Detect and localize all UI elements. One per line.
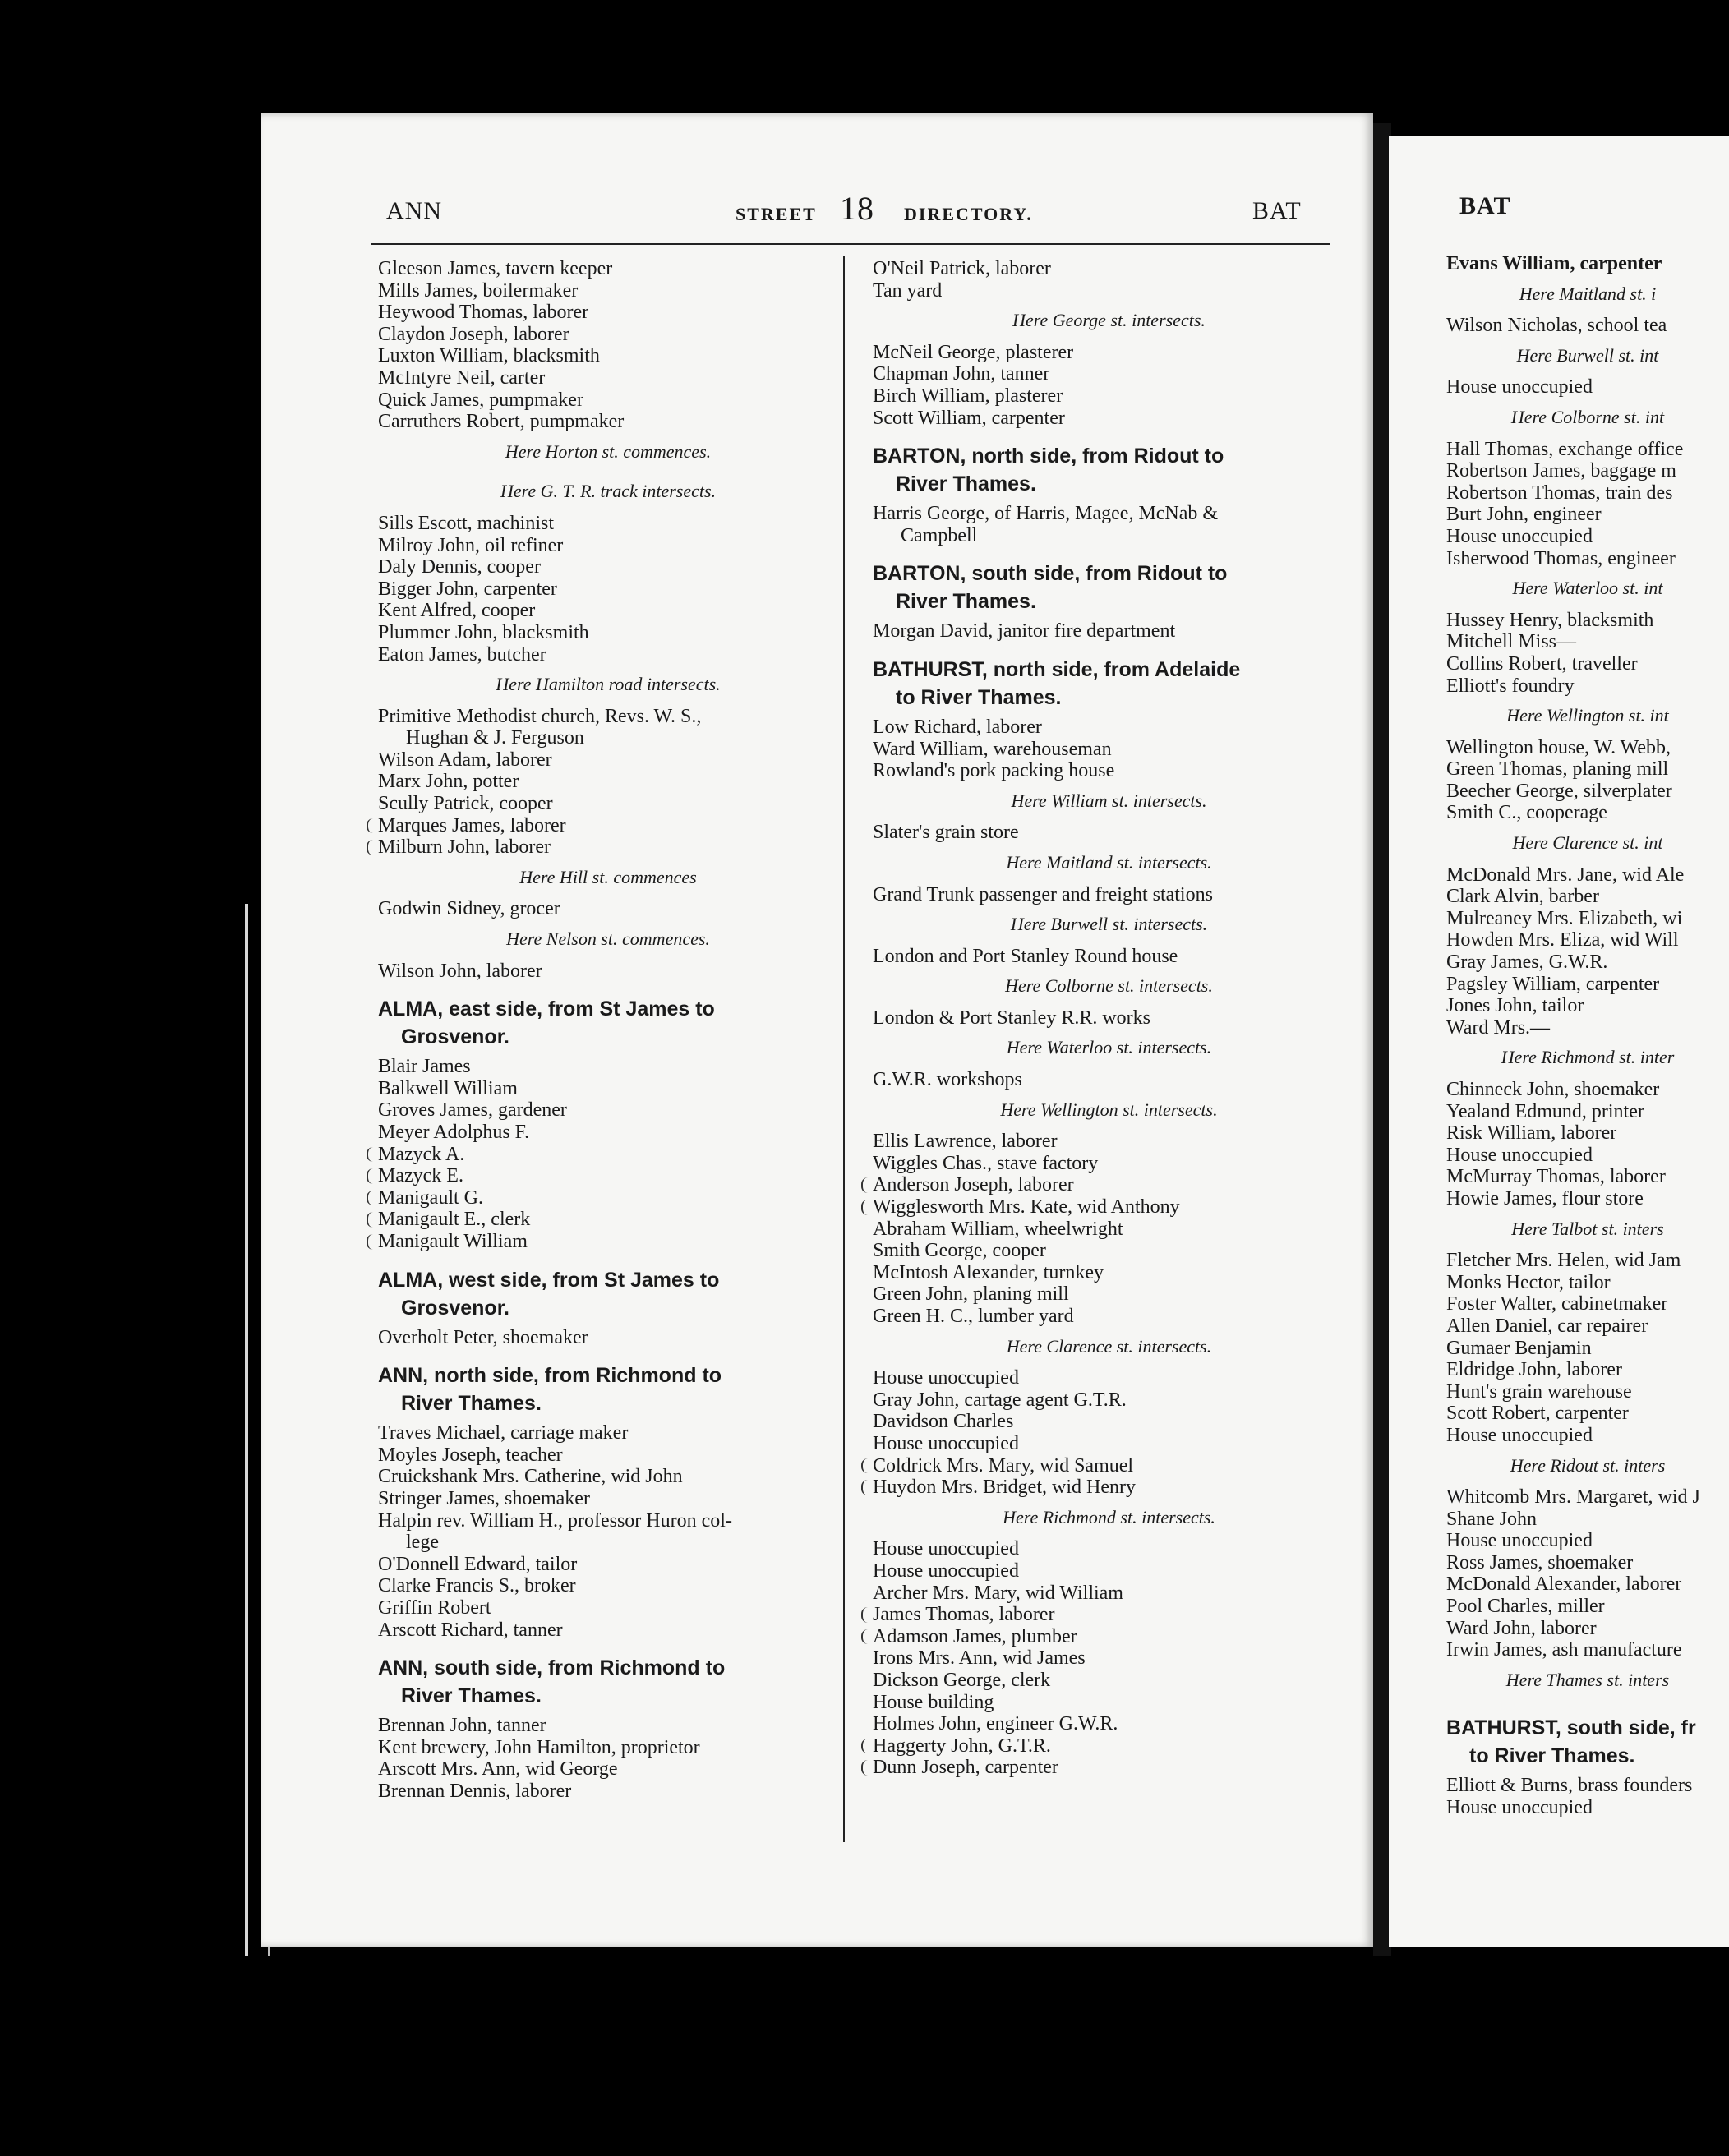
directory-entry: Green John, planing mill (873, 1283, 1069, 1306)
street-heading-continuation: Grosvenor. (401, 1025, 509, 1049)
directory-entry: Milroy John, oil refiner (378, 534, 564, 556)
directory-entry: Halpin rev. William H., professor Huron col- (378, 1509, 732, 1532)
directory-entry: McDonald Alexander, laborer (1446, 1573, 1682, 1596)
directory-entry: Hussey Henry, blacksmith (1446, 609, 1654, 631)
directory-entry: Abraham William, wheelwright (873, 1218, 1123, 1240)
directory-entry: Mazyck A. (378, 1144, 838, 1166)
directory-entry: Arscott Richard, tanner (378, 1619, 563, 1641)
directory-entry: Eaton James, butcher (378, 643, 546, 666)
directory-entry: Wilson Adam, laborer (378, 749, 552, 771)
directory-entry: Haggerty John, G.T.R. (873, 1735, 1345, 1758)
directory-entry: Risk William, laborer (1446, 1122, 1617, 1145)
directory-entry: Dickson George, clerk (873, 1669, 1051, 1691)
directory-entry-continuation: Hughan & J. Ferguson (406, 727, 584, 749)
directory-entry: Collins Robert, traveller (1446, 652, 1638, 675)
directory-entry: Clarke Francis S., broker (378, 1575, 576, 1597)
intersection-note: Here Waterloo st. int (1512, 578, 1663, 599)
directory-entry: Plummer John, blacksmith (378, 621, 589, 643)
directory-entry: Wiggles Chas., stave factory (873, 1152, 1099, 1174)
directory-entry: Gray John, cartage agent G.T.R. (873, 1389, 1127, 1411)
directory-entry: House unoccupied (873, 1432, 1019, 1454)
directory-entry: House unoccupied (1446, 1144, 1593, 1166)
street-heading-continuation: to River Thames. (1469, 1744, 1635, 1768)
directory-entry: Arscott Mrs. Ann, wid George (378, 1758, 618, 1781)
header-rule (371, 243, 1330, 245)
directory-entry: Green Thomas, planing mill (1446, 758, 1669, 781)
directory-entry: Wellington house, W. Webb, (1446, 736, 1671, 758)
directory-entry: Howden Mrs. Eliza, wid Will (1446, 929, 1679, 951)
intersection-note: Here Burwell st. intersects. (1010, 914, 1208, 935)
directory-entry: Evans William, carpenter (1446, 253, 1662, 274)
street-heading-continuation: River Thames. (401, 1392, 542, 1416)
directory-entry: House unoccupied (873, 1538, 1019, 1560)
directory-entry: Manigault G. (378, 1187, 838, 1209)
directory-entry: House building (873, 1691, 994, 1713)
directory-entry: G.W.R. workshops (873, 1069, 1022, 1091)
directory-entry: McNeil George, plasterer (873, 341, 1074, 363)
directory-entry: Wigglesworth Mrs. Kate, wid Anthony (873, 1196, 1345, 1219)
directory-entry: Monks Hector, tailor (1446, 1271, 1611, 1293)
directory-entry: Shane John (1446, 1508, 1537, 1530)
directory-entry: McDonald Mrs. Jane, wid Ale (1446, 864, 1685, 886)
directory-entry: Mitchell Miss— (1446, 631, 1577, 653)
street-heading (1446, 1701, 1729, 1775)
intersection-note: Here Clarence st. intersects. (1006, 1335, 1212, 1357)
directory-entry: Manigault William (378, 1231, 838, 1253)
directory-entry: House unoccupied (873, 1559, 1019, 1582)
street-heading (873, 546, 1345, 620)
directory-entry: Gray James, G.W.R. (1446, 951, 1729, 974)
directory-entry: Kent Alfred, cooper (378, 600, 536, 622)
running-head-street: STREET (735, 204, 817, 224)
directory-entry: Clark Alvin, barber (1446, 886, 1599, 908)
directory-entry: Primitive Methodist church, Revs. W. S., (378, 705, 702, 727)
directory-entry: London & Port Stanley R.R. works (873, 1007, 1151, 1029)
directory-entry: Brennan Dennis, laborer (378, 1780, 572, 1802)
street-heading-line: ANN, south side, from Richmond to (378, 1656, 726, 1680)
column-1 (378, 258, 838, 1802)
directory-entry: Overholt Peter, shoemaker (378, 1326, 588, 1348)
directory-entry: Archer Mrs. Mary, wid William (873, 1582, 1123, 1604)
street-heading-continuation: River Thames. (896, 590, 1036, 614)
directory-entry: Pagsley William, carpenter (1446, 974, 1729, 996)
directory-entry: Grand Trunk passenger and freight stations (873, 883, 1213, 905)
directory-entry: Huydon Mrs. Bridget, wid Henry (873, 1476, 1345, 1499)
directory-entry: Hall Thomas, exchange office (1446, 438, 1684, 460)
directory-entry: Meyer Adolphus F. (378, 1122, 530, 1143)
directory-entry: Wilson Nicholas, school tea (1446, 315, 1667, 337)
intersection-note: Here Clarence st. int (1512, 832, 1663, 854)
street-heading (378, 982, 838, 1056)
intersection-note: Here William st. intersects. (1011, 790, 1207, 811)
directory-entry: Burt John, engineer (1446, 504, 1602, 526)
directory-entry: Chinneck John, shoemaker (1446, 1079, 1660, 1100)
directory-entry: Slater's grain store (873, 822, 1019, 844)
directory-entry: Allen Daniel, car repairer (1446, 1315, 1648, 1337)
directory-entry: Gumaer Benjamin (1446, 1337, 1592, 1359)
directory-entry: Scott William, carpenter (873, 407, 1065, 429)
directory-entry: House unoccupied (1446, 525, 1593, 547)
intersection-note: Here Richmond st. inter (1501, 1047, 1675, 1068)
directory-entry: Green H. C., lumber yard (873, 1306, 1074, 1327)
intersection-note: Here Richmond st. intersects. (1003, 1506, 1215, 1527)
directory-entry: Kent brewery, John Hamilton, proprietor (378, 1736, 700, 1758)
directory-entry: McMurray Thomas, laborer (1446, 1166, 1666, 1188)
directory-entry: Ward Mrs.— (1446, 1016, 1551, 1039)
directory-entry: Claydon Joseph, laborer (378, 323, 569, 345)
directory-entry: House unoccupied (1446, 376, 1593, 398)
directory-entry: Blair James (378, 1056, 471, 1078)
directory-entry: Birch William, plasterer (873, 385, 1063, 407)
directory-entry: McIntyre Neil, carter (378, 366, 546, 389)
directory-entry: Balkwell William (378, 1077, 518, 1099)
intersection-note: Here George st. intersects. (1012, 310, 1206, 331)
directory-entry: Anderson Joseph, laborer (873, 1174, 1345, 1196)
directory-entry: Rowland's pork packing house (873, 760, 1115, 782)
directory-entry: Brennan John, tanner (378, 1715, 546, 1737)
street-heading (378, 1641, 838, 1715)
intersection-note: Here Hamilton road intersects. (496, 674, 721, 695)
directory-entry: Howie James, flour store (1446, 1187, 1644, 1209)
street-heading-continuation: River Thames. (896, 472, 1036, 496)
intersection-note: Here Maitland st. i (1519, 283, 1657, 304)
directory-entry: Groves James, gardener (378, 1099, 567, 1122)
column-2 (873, 258, 1345, 1779)
directory-entry: Bigger John, carpenter (378, 578, 557, 600)
directory-entry: Davidson Charles (873, 1411, 1014, 1433)
intersection-note: Here Wellington st. intersects. (1000, 1099, 1218, 1120)
directory-entry: James Thomas, laborer (873, 1604, 1345, 1626)
directory-entry: Low Richard, laborer (873, 716, 1042, 738)
directory-entry: Chapman John, tanner (873, 363, 1050, 385)
directory-entry: Stringer James, shoemaker (378, 1487, 590, 1509)
directory-entry: Scott Robert, carpenter (1446, 1403, 1629, 1425)
street-heading-continuation: River Thames. (401, 1684, 542, 1708)
directory-entry: Griffin Robert (378, 1596, 491, 1619)
directory-entry: Harris George, of Harris, Magee, McNab & (873, 503, 1219, 525)
intersection-note: Here Colborne st. intersects. (1005, 975, 1213, 997)
directory-entry: Daly Dennis, cooper (378, 556, 541, 578)
directory-entry: Foster Walter, cabinetmaker (1446, 1293, 1668, 1315)
directory-entry: Mills James, boilermaker (378, 279, 579, 302)
directory-entry: Irons Mrs. Ann, wid James (873, 1647, 1086, 1670)
directory-entry: House unoccupied (1446, 1424, 1593, 1446)
running-head-directory: DIRECTORY. (904, 204, 1033, 224)
street-heading (378, 1253, 838, 1327)
directory-entry: Ellis Lawrence, laborer (873, 1131, 1058, 1153)
street-heading-line: BARTON, south side, from Ridout to (873, 562, 1228, 586)
page-number: 18 (840, 190, 874, 227)
directory-entry: Traves Michael, carriage maker (378, 1422, 629, 1444)
directory-entry: Robertson Thomas, train des (1446, 481, 1673, 504)
directory-entry: Luxton William, blacksmith (378, 345, 600, 367)
directory-entry: London and Port Stanley Round house (873, 945, 1178, 967)
directory-entry: Cruickshank Mrs. Catherine, wid John (378, 1466, 683, 1488)
next-page-running-head: BAT (1459, 192, 1511, 219)
directory-entry: Scully Patrick, cooper (378, 793, 553, 815)
directory-entry: Marx John, potter (378, 771, 519, 793)
directory-entry: Gleeson James, tavern keeper (378, 258, 613, 279)
directory-entry: House unoccupied (873, 1367, 1019, 1389)
directory-entry: House unoccupied (1446, 1530, 1593, 1552)
street-heading-continuation: to River Thames. (896, 685, 1062, 709)
directory-entry: Morgan David, janitor fire department (873, 620, 1176, 643)
directory-entry: Smith C., cooperage (1446, 802, 1607, 824)
directory-entry: Hunt's grain warehouse (1446, 1380, 1632, 1403)
directory-entry: Eldridge John, laborer (1446, 1359, 1622, 1381)
directory-entry: McIntosh Alexander, turnkey (873, 1261, 1104, 1283)
directory-entry: Moyles Joseph, teacher (378, 1444, 563, 1466)
directory-entry: Robertson James, baggage m (1446, 460, 1676, 482)
directory-entry: House unoccupied (1446, 1797, 1593, 1819)
directory-entry: Holmes John, engineer G.W.R. (873, 1713, 1118, 1735)
intersection-note: Here Hill st. commences (519, 866, 697, 887)
directory-entry: Manigault E., clerk (378, 1209, 838, 1231)
street-heading (873, 643, 1345, 716)
directory-entry-continuation: lege (406, 1532, 439, 1554)
directory-entry: Beecher George, silverplater (1446, 780, 1672, 802)
street-heading-line: ALMA, east side, from St James to (378, 997, 715, 1021)
directory-entry: Carruthers Robert, pumpmaker (378, 411, 625, 433)
directory-entry: Milburn John, laborer (378, 836, 838, 859)
intersection-note: Here Waterloo st. intersects. (1006, 1037, 1212, 1058)
intersection-note: Here Nelson st. commences. (506, 928, 710, 950)
directory-entry: Ward John, laborer (1446, 1617, 1597, 1639)
directory-entry: Jones John, tailor (1446, 995, 1584, 1017)
directory-entry: Quick James, pumpmaker (378, 389, 583, 411)
directory-entry: Godwin Sidney, grocer (378, 898, 560, 920)
intersection-note: Here Colborne st. int (1510, 406, 1665, 427)
directory-entry: Sills Escott, machinist (378, 512, 554, 534)
directory-entry: Mazyck E. (378, 1165, 838, 1187)
directory-entry: Fletcher Mrs. Helen, wid Jam (1446, 1250, 1681, 1272)
directory-entry: Smith George, cooper (873, 1240, 1046, 1262)
directory-entry: Yealand Edmund, printer (1446, 1100, 1644, 1122)
directory-entry: Mulreaney Mrs. Elizabeth, wi (1446, 907, 1683, 929)
directory-entry: Tan yard (873, 279, 943, 302)
directory-entry: Marques James, laborer (378, 815, 838, 837)
directory-entry: Whitcomb Mrs. Margaret, wid J (1446, 1486, 1700, 1509)
street-heading (378, 1348, 838, 1422)
directory-entry: Ward William, warehouseman (873, 738, 1112, 760)
street-heading-line: ALMA, west side, from St James to (378, 1268, 720, 1292)
directory-entry: Pool Charles, miller (1446, 1596, 1605, 1618)
directory-entry-continuation: Campbell (901, 524, 978, 546)
directory-entry: Adamson James, plumber (873, 1626, 1345, 1648)
directory-entry: Dunn Joseph, carpenter (873, 1757, 1345, 1779)
column-3 (1446, 253, 1729, 1819)
intersection-note: Here Burwell st. int (1516, 344, 1659, 366)
directory-entry: O'Neil Patrick, laborer (873, 258, 1051, 279)
directory-entry: Wilson John, laborer (378, 960, 542, 982)
directory-entry: Coldrick Mrs. Mary, wid Samuel (873, 1455, 1345, 1477)
street-heading-line: BARTON, north side, from Ridout to (873, 445, 1224, 468)
intersection-note: Here G. T. R. track intersects. (500, 481, 717, 502)
intersection-note: Here Maitland st. intersects. (1006, 851, 1212, 873)
running-head-left: ANN (386, 197, 442, 224)
street-heading-line: ANN, north side, from Richmond to (378, 1364, 722, 1388)
intersection-note: Here Talbot st. inters (1511, 1218, 1664, 1239)
intersection-note: Here Thames st. inters (1505, 1669, 1670, 1690)
directory-entry: O'Donnell Edward, tailor (378, 1553, 578, 1575)
street-heading-line: BATHURST, south side, fr (1446, 1716, 1696, 1740)
column-rule (843, 256, 845, 1842)
directory-entry: Elliott's foundry (1446, 675, 1575, 697)
directory-entry: Ross James, shoemaker (1446, 1551, 1634, 1573)
intersection-note: Here Ridout st. inters (1510, 1454, 1666, 1476)
intersection-note: Here Horton st. commences. (505, 440, 712, 462)
directory-entry: Heywood Thomas, laborer (378, 302, 589, 324)
street-heading-continuation: Grosvenor. (401, 1296, 509, 1320)
street-heading-line: BATHURST, north side, from Adelaide (873, 657, 1241, 681)
street-heading (873, 429, 1345, 503)
directory-entry: Elliott & Burns, brass founders (1446, 1775, 1693, 1797)
intersection-note: Here Wellington st. int (1506, 705, 1669, 726)
directory-entry: Isherwood Thomas, engineer (1446, 547, 1676, 569)
directory-entry: Irwin James, ash manufacture (1446, 1639, 1682, 1661)
running-head-right: BAT (1252, 197, 1302, 224)
